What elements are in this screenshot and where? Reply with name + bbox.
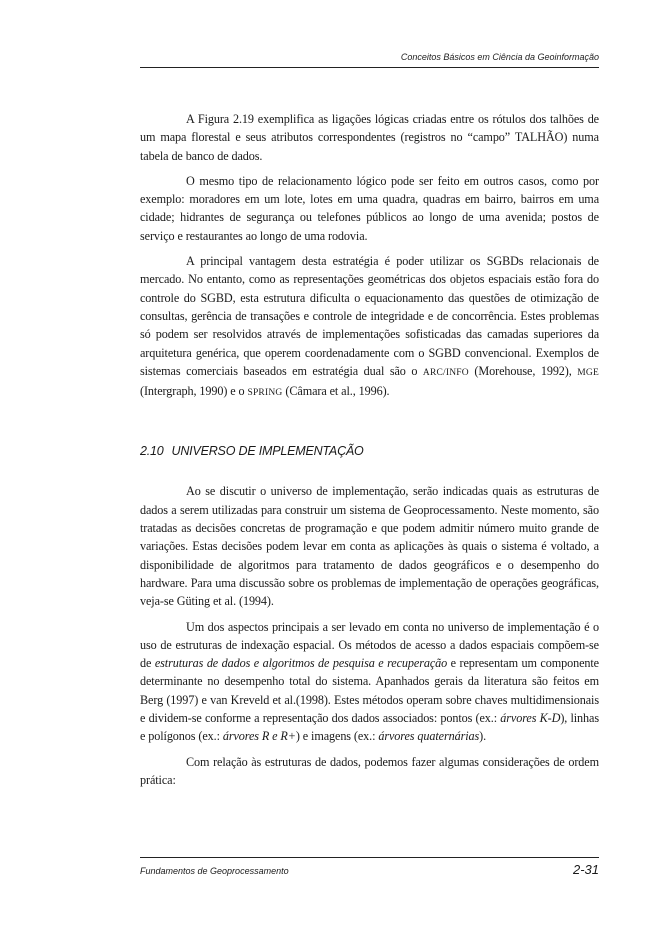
body-text: [140, 110, 599, 796]
paragraph-6: Com relação às estruturas de dados, podemos fazer algumas considerações de ordem prática:: [140, 754, 599, 787]
paragraph-3: A principal vantagem desta estratégia é poder utilizar os SGBDs relacionais de mercado. No entanto, como as representações geométricas dos objetos espaciais estão fora do controle do SGBD, esta estrutura dificulta o equacionamento das questões de otimização de consultas, gerência de transações e controle de integridade e de concorrência. Estes problemas só podem ser resolvidos através de implementações sofisticadas das camadas superiores da arquitetura genérica, que operem coordenadamente com o SGBD convencional. Exemplos de sistemas comerciais baseados em estratégia dual são o ARC/INFO (Morehouse, 1992), MGE (Intergraph, 1990) e o SPRING (Câmara et al., 1996).: [140, 254, 599, 399]
paragraph-2: O mesmo tipo de relacionamento lógico pode ser feito em outros casos, como por exemplo: moradores em um lote, lotes em uma quadra, quadras em bairro, bairros em uma cidade; hidrantes de segurança ou telefones públicos ao longo de uma avenida; postos de serviço e restaurantes ao longo de uma rodovia.: [140, 173, 599, 243]
system-name-mge: MGE: [577, 367, 599, 378]
header-rule: [140, 67, 599, 68]
paragraph-1: A Figura 2.19 exemplifica as ligações lógicas criadas entre os rótulos dos talhões de um mapa florestal e seus atributos correspondentes (registros no “campo” TALHÃO) numa tabela de banco de dados.: [140, 112, 599, 163]
italic-term: estruturas de dados e algoritmos de pesquisa e recuperação: [154, 656, 448, 671]
paragraph-5: Um dos aspectos principais a ser levado em conta no universo de implementação é o uso de estruturas de indexação espacial. Os métodos de acesso a dados espaciais compõem-se de estruturas de dados e algoritmos de pesquisa e recuperação e representam um componente determinante no desempenho total do sistema. Apanhados gerais da literatura são feitos em Berg (1997) e van Kreveld et al.(1998). Estes métodos operam sobre chaves multidimensionais e dividem-se conforme a representação dos dados associados: pontos (ex.: árvores K-D), linhas e polígonos (ex.: árvores R e R+) e imagens (ex.: árvores quaternárias).: [140, 619, 599, 744]
section-title: UNIVERSO DE IMPLEMENTAÇÃO: [171, 444, 364, 459]
italic-term: árvores K-D: [500, 711, 561, 726]
paragraph-4: Ao se discutir o universo de implementação, serão indicadas quais as estruturas de dados a serem utilizadas para construir um sistema de Geoprocessamento. Neste momento, são tratadas as decisões concretas de programação e que podem admitir número muito grande de variações. Estas decisões podem levar em conta as aplicações às quais o sistema é voltado, a disponibilidade de algoritmos para tratamento de dados geográficos e o desempenho do hardware. Para uma discussão sobre os problemas de implementação de operações geográficas, veja-se Güting et al. (1994).: [140, 484, 599, 609]
italic-term: árvores quaternárias: [378, 729, 480, 744]
page-number: 2-31: [572, 862, 599, 877]
system-name-spring: SPRING: [247, 388, 283, 399]
section-number: 2.10: [140, 444, 164, 459]
section-heading: [140, 444, 599, 458]
italic-term: árvores R e R+: [222, 729, 296, 744]
system-name-arcinfo: ARC/INFO: [422, 367, 469, 378]
footer-rule: [140, 857, 599, 858]
running-header: Conceitos Básicos em Ciência da Geoinformação: [400, 52, 599, 62]
footer-book-title: Fundamentos de Geoprocessamento: [140, 866, 289, 876]
